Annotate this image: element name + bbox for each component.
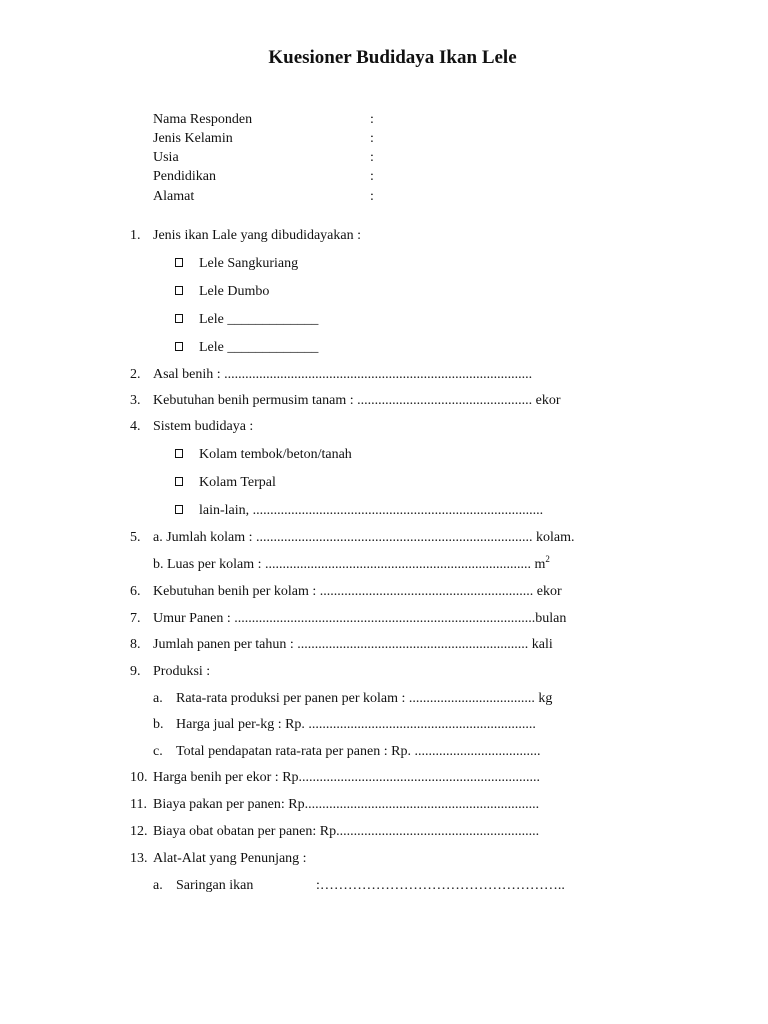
question-number: 12. — [130, 824, 148, 839]
question-4-text: Sistem budidaya : — [153, 419, 254, 434]
question-13-text: Alat-Alat yang Penunjang : — [153, 851, 307, 866]
question-5a-text: a. Jumlah kolam : ............................................................................... kolam. — [153, 530, 575, 545]
question-number: 7. — [130, 611, 141, 626]
question-3-text: Kebutuhan benih permusim tanam : .................................................. ekor — [153, 393, 561, 408]
field-pendidikan: Pendidikan — [153, 169, 216, 184]
sub-label: a. — [153, 691, 163, 706]
field-colon: : — [370, 189, 374, 204]
option-lele-other-1: Lele _____________ — [199, 312, 319, 327]
question-number: 11. — [130, 797, 147, 812]
checkbox-lele-dumbo[interactable] — [175, 286, 183, 295]
sub-label: c. — [153, 744, 163, 759]
question-number: 10. — [130, 770, 148, 785]
question-number: 2. — [130, 367, 141, 382]
question-8-text: Jumlah panen per tahun : .................................................................. kali — [153, 637, 553, 652]
option-lain-lain: lain-lain, ................................................................................... — [199, 503, 544, 518]
document-title: Kuesioner Budidaya Ikan Lele — [268, 47, 517, 68]
field-colon: : — [370, 131, 374, 146]
question-number: 13. — [130, 851, 148, 866]
question-number: 5. — [130, 530, 141, 545]
question-10-text: Harga benih per ekor : Rp..................................................................... — [153, 770, 541, 785]
question-9-text: Produksi : — [153, 664, 211, 679]
checkbox-lele-sangkuriang[interactable] — [175, 258, 183, 267]
field-usia: Usia — [153, 150, 179, 165]
question-9b-text: Harga jual per-kg : Rp. ................................................................. — [176, 717, 536, 732]
checkbox-lele-other-1[interactable] — [175, 314, 183, 323]
question-number: 6. — [130, 584, 141, 599]
question-6-text: Kebutuhan benih per kolam : ............................................................. ekor — [153, 584, 562, 599]
question-7-text: Umur Panen : ......................................................................................bulan — [153, 611, 567, 626]
question-number: 8. — [130, 637, 141, 652]
superscript-2: 2 — [545, 554, 550, 564]
question-number: 1. — [130, 228, 141, 243]
question-number: 4. — [130, 419, 141, 434]
question-13a-fill: :…………………………………………….. — [316, 878, 565, 893]
field-colon: : — [370, 150, 374, 165]
option-lele-sangkuriang: Lele Sangkuriang — [199, 256, 299, 271]
question-9c-text: Total pendapatan rata-rata per panen : Rp. .................................... — [176, 744, 541, 759]
field-colon: : — [370, 169, 374, 184]
question-number: 3. — [130, 393, 141, 408]
field-alamat: Alamat — [153, 189, 195, 204]
question-1-text: Jenis ikan Lale yang dibudidayakan : — [153, 228, 361, 243]
question-5b-label: b. Luas per kolam : ............................................................................ m — [153, 557, 546, 572]
field-nama-responden: Nama Responden — [153, 112, 253, 127]
option-kolam-tembok: Kolam tembok/beton/tanah — [199, 447, 352, 462]
question-12-text: Biaya obat obatan per panen: Rp.......................................................... — [153, 824, 540, 839]
sub-label: b. — [153, 717, 164, 732]
checkbox-kolam-terpal[interactable] — [175, 477, 183, 486]
question-number: 9. — [130, 664, 141, 679]
question-2-text: Asal benih : ........................................................................................ — [153, 367, 533, 382]
checkbox-lele-other-2[interactable] — [175, 342, 183, 351]
field-colon: : — [370, 112, 374, 127]
question-5b-text — [153, 554, 550, 573]
checkbox-lain-lain[interactable] — [175, 505, 183, 514]
option-kolam-terpal: Kolam Terpal — [199, 475, 276, 490]
question-11-text: Biaya pakan per panen: Rp................................................................... — [153, 797, 540, 812]
sub-label: a. — [153, 878, 163, 893]
option-lele-dumbo: Lele Dumbo — [199, 284, 270, 299]
field-jenis-kelamin: Jenis Kelamin — [153, 131, 233, 146]
question-9a-text: Rata-rata produksi per panen per kolam : .................................... kg — [176, 691, 553, 706]
question-13a-text: Saringan ikan — [176, 878, 254, 893]
checkbox-kolam-tembok[interactable] — [175, 449, 183, 458]
option-lele-other-2: Lele _____________ — [199, 340, 319, 355]
